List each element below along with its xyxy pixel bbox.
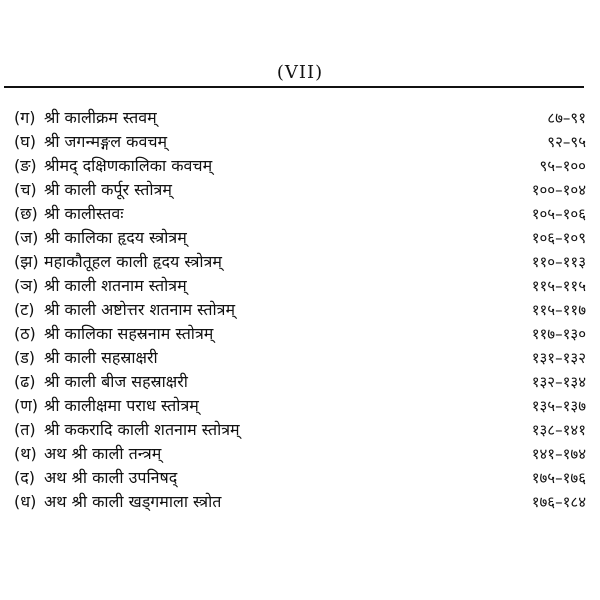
- toc-entry-title: श्री काली अष्टोत्तर शतनाम स्तोत्रम्: [44, 300, 236, 319]
- toc-entry: [14, 322, 588, 346]
- toc-entry-marker: (ग): [14, 108, 36, 127]
- toc-entry-title: श्री कालिका हृदय स्त्रोत्रम्: [44, 228, 187, 247]
- toc-entry-pages: १३१–१३२: [531, 349, 586, 367]
- toc-entry-title: श्री कालीक्रम स्तवम्: [44, 108, 157, 127]
- toc-entry-marker: (झ): [14, 252, 39, 271]
- toc-entry: [14, 394, 588, 418]
- toc-entry-pages: ९५–१००: [539, 157, 586, 175]
- toc-entry-pages: १३५–१३७: [531, 397, 586, 415]
- toc-entry: [14, 274, 588, 298]
- toc-entry-title: श्री काली शतनाम स्तोत्रम्: [44, 276, 187, 295]
- toc-entry-pages: ११७–१३०: [531, 325, 586, 343]
- toc-entry-pages: १०६–१०९: [531, 229, 586, 247]
- page-number-roman: (VII): [276, 62, 324, 83]
- toc-entry: [14, 178, 588, 202]
- toc-entry-marker: (ढ): [14, 372, 36, 391]
- toc-entry-marker: (ज): [14, 228, 39, 247]
- toc-entry-title: अथ श्री काली उपनिषद्: [44, 468, 178, 487]
- toc-entry-pages: १३८–१४१: [531, 421, 586, 439]
- toc-entry-pages: १००–१०४: [531, 181, 586, 199]
- toc-entry: [14, 442, 588, 466]
- toc-entry-title: श्री कालीस्तवः: [44, 204, 124, 223]
- toc-entry-pages: १०५–१०६: [531, 205, 586, 223]
- toc-entry-marker: (घ): [14, 132, 36, 151]
- toc-entry-title: श्री काली बीज सहस्राक्षरी: [44, 372, 188, 391]
- toc-entry: [14, 466, 588, 490]
- toc-entry: [14, 370, 588, 394]
- toc-entry-pages: ८७–९१: [547, 109, 586, 127]
- toc-entry-title: श्री कालिका सहस्रनाम स्तोत्रम्: [44, 324, 214, 343]
- toc-entry-title: अथ श्री काली तन्त्रम्: [44, 444, 162, 463]
- toc-entry-pages: ९२–९५: [547, 133, 586, 151]
- toc-entry: [14, 250, 588, 274]
- toc-entry: [14, 418, 588, 442]
- toc-entry-marker: (थ): [14, 444, 37, 463]
- toc-entry-marker: (ट): [14, 300, 35, 319]
- toc-entry: [14, 226, 588, 250]
- header-divider: [4, 86, 584, 88]
- toc-entry-title: श्री काली सहस्राक्षरी: [44, 348, 158, 367]
- toc-entry: [14, 490, 588, 514]
- toc-entry: [14, 298, 588, 322]
- toc-entry-marker: (ञ): [14, 276, 39, 295]
- toc-entry-marker: (छ): [14, 204, 38, 223]
- toc-entry-marker: (ध): [14, 492, 37, 511]
- toc-entry-marker: (द): [14, 468, 35, 487]
- toc-entry-marker: (ठ): [14, 324, 36, 343]
- table-of-contents: [14, 106, 588, 514]
- toc-entry-title: श्री ककरादि काली शतनाम स्तोत्रम्: [44, 420, 240, 439]
- toc-entry-marker: (त): [14, 420, 36, 439]
- toc-entry: [14, 202, 588, 226]
- toc-entry-marker: (च): [14, 180, 37, 199]
- toc-entry-pages: १७५–१७६: [531, 469, 586, 487]
- toc-entry-marker: (ण): [14, 396, 39, 415]
- toc-entry-pages: १३२–१३४: [531, 373, 586, 391]
- toc-entry: [14, 154, 588, 178]
- toc-entry-pages: ११५–११५: [531, 277, 586, 295]
- toc-entry-title: श्री काली कर्पूर स्तोत्रम्: [44, 180, 172, 199]
- toc-entry-title: महाकौतूहल काली हृदय स्त्रोत्रम्: [44, 252, 222, 271]
- toc-entry-pages: ११५–११७: [531, 301, 586, 319]
- toc-entry-title: श्री कालीक्षमा पराध स्तोत्रम्: [44, 396, 199, 415]
- toc-entry-marker: (ड): [14, 348, 36, 367]
- toc-entry-title: श्री जगन्मङ्गल कवचम्: [44, 132, 168, 151]
- toc-entry-pages: ११०–११३: [531, 253, 586, 271]
- toc-entry: [14, 106, 588, 130]
- toc-entry: [14, 130, 588, 154]
- toc-entry-title: श्रीमद् दक्षिणकालिका कवचम्: [44, 156, 213, 175]
- toc-entry-pages: १७६–१८४: [531, 493, 586, 511]
- toc-entry: [14, 346, 588, 370]
- toc-entry-marker: (ङ): [14, 156, 37, 175]
- toc-entry-pages: १४१–१७४: [531, 445, 586, 463]
- toc-entry-title: अथ श्री काली खड्गमाला स्त्रोत: [44, 492, 222, 511]
